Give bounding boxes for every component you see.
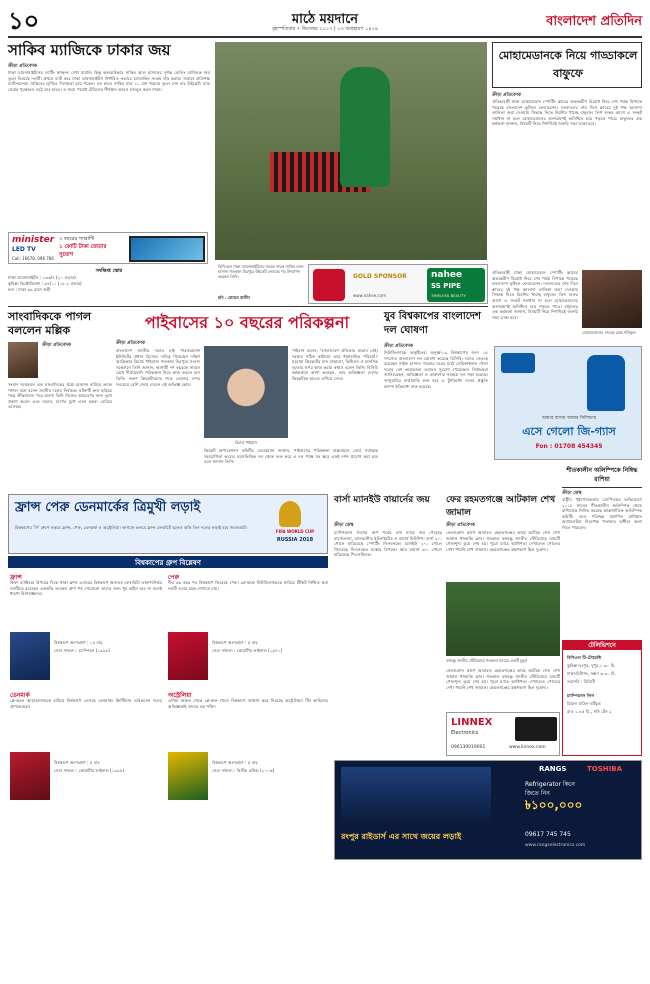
linnex-sub: Electronics (451, 730, 479, 736)
team-stat-peru-1: বিশ্বকাপে অংশগ্রহণ : ৫ বার (212, 640, 258, 645)
score-result: ফল : ঢাকা ৩৯ রানে জয়ী (8, 287, 51, 292)
team-name-australia: অস্ট্রেলিয়া (168, 692, 192, 699)
group-title: বিশ্বকাপের গ্রুপ বিশ্লেষণ (135, 559, 201, 567)
minister-photo (8, 342, 38, 378)
gold-sponsor-label: GOLD SPONSOR (353, 273, 407, 280)
nahee-sub: SS PIPE (431, 282, 461, 290)
tv-item-2: কুমিল্লা-রংপুর, দুপুর ১.৩০ মি. (567, 663, 616, 668)
olympic-body: রাষ্ট্রীয় পৃষ্ঠপোষকতায় ডোপিংয়ের অভিযোগে ২০১৮ সালের শীতকালীন অলিম্পিক থেকে রাশিয়াকে নিষিদ্ধ করেছে আন্তর্জাতিক অলিম্পিক কমিটি। তবে পরিচ্ছন্ন প্রমাণিত রাশিয়ান অ্যাথলেটরা নিরপেক্ষ পতাকার অধীনে অংশ নিতে পারবেন। (562, 497, 642, 530)
dhaka-body: ঢাকা ডায়নামাইটসের ব্যাটিং স্বাচ্ছন্দ্য দেখা যায়নি। কিন্তু অলরাউন্ডার সাকিব আল হাসানের দুর্দান্ত বোলিং ম্যাজিকে জয় তুলে নিয়েছে দলটি। প্রথমে ব্যাট করে ঢাকা ডায়নামাইটস নির্ধারিত ওভারে চ্যালেঞ্জিং সংগ্রহ দাঁড় করায়। জবাবে প্রতিপক্ষ ব্যাটসম্যানরা সাকিবের ঘূর্ণিতে দিশেহারা হয়ে পড়েন। বল হাতে সাকিব মাত্র ১১ রান খরচায় তুলে নেন চার উইকেট। ম্যাচ সেরার পুরস্কারও ওঠে তার হাতে। এ জয়ে পয়েন্ট টেবিলের শীর্ষস্থান আরও মজবুত করল ঢাকা। (8, 70, 210, 92)
worldcup-trophy-icon (279, 501, 301, 527)
team-photo-australia (168, 752, 208, 800)
score-line-2: কুমিল্লা ভিক্টোরিয়ান্স : ৯৪/১০ (১৮.২ ওভার) (8, 281, 82, 286)
mohammedan-headline-box (492, 42, 642, 88)
rangs-ad[interactable] (334, 760, 642, 860)
ggas-cylinder (587, 355, 625, 411)
mohammedan-byline: ক্রীড়া প্রতিবেদক (492, 93, 521, 98)
tv-item-4: সরাসরি : বিডিটি (567, 679, 595, 684)
tv-item-5: চ্যাম্পিয়নস লিগ (567, 693, 594, 698)
pybus-photo (204, 346, 288, 438)
team-name-france: ফ্রান্স (10, 574, 22, 581)
barca-headline: বার্সা ম্যানইউ বায়ার্নের জয় (334, 495, 430, 505)
youth-wc-byline: ক্রীড়া প্রতিবেদক (384, 344, 413, 349)
sakib-photo (215, 42, 487, 260)
scoreboard (8, 268, 210, 298)
tv-schedule (562, 640, 642, 756)
ggas-headline: এসে গেলো জি-গ্যাস (522, 425, 616, 438)
worldcup-section (8, 494, 328, 554)
nahee-brand: nahee (431, 270, 463, 280)
group-title-bar (8, 556, 328, 568)
olympic-headline: শীতকালীন অলিম্পিকে নিষিদ্ধ রাশিয়া (566, 467, 638, 483)
section-title: মাঠে ময়দানে (291, 12, 359, 27)
youth-wc-headline: যুব বিশ্বকাপের বাংলাদেশ দল ঘোষণা (384, 311, 481, 336)
rangs-logo: RANGS (539, 765, 567, 773)
main-col2: পাইবাস বলেন, 'বাংলাদেশে প্রতিভার অভাব নেই। দরকার সঠিক কাঠামো আর ধারাবাহিক পরিচর্যা।' ঘরোয়া ক্রিকেটের মান বাড়ানো, ফিটনেস ও মানসিক দৃঢ়তার ওপর কাজ করার কথাও বলেন তিনি। বিসিবি কর্মকর্তারা আশা করছেন, তার অভিজ্ঞতা দেশের ক্রিকেটকে আরও এগিয়ে নেবে। (292, 348, 378, 381)
rangs-amount: ৳১০০,০০০ (525, 798, 583, 812)
worldcup-headline: ফ্রান্স পেরু ডেনমার্কের ত্রিমুখী লড়াই (15, 500, 201, 515)
team-stat-france-2: সেরা সাফল্য : চ্যাম্পিয়ন (১৯৯৮) (54, 648, 110, 653)
team-body-france: ফিফা র‍্যাঙ্কিংয়ে উপরের দিকে থাকা ফ্রান্স এবারের বিশ্বকাপে অন্যতম ফেবারিট। তারুণ্যনির্ভর দলটিতে রয়েছেন একঝাঁক তারকা। গ্রুপ পর্ব পেরোনো তাদের জন্য খুব কঠিন হবে না বলেই ধারণা বিশেষজ্ঞদের। (10, 580, 162, 597)
ggas-phone: Fon : 01708 454345 (535, 443, 603, 450)
team-name-denmark: ডেনমার্ক (10, 692, 30, 699)
mohammedan-body: ঐতিহ্যবাহী ঢাকা মোহামেডান স্পোর্টিং ক্লাবের অভ্যন্তরীণ বিরোধ নিয়ে শেষ পর্যন্ত বিপাকে পড়েছে বাংলাদেশ ফুটবল ফেডারেশন। দলবদলের শেষ দিনে ক্লাবের দুই পক্ষ আলাদা তালিকা জমা দেওয়ায় সিদ্ধান্ত নিতে হিমশিম খাচ্ছে বাফুফে। লিগ শুরুর আগে এ সংকট সমাধান না হলে মোহামেডানের অংশগ্রহণই অনিশ্চিত হয়ে পড়তে পারে। বাফুফের এক কর্মকর্তা জানান, বিষয়টি নিয়ে শিগগিরই জরুরি সভা ডাকা হবে। (492, 99, 642, 127)
worldcup-intro: বিশ্বকাপের 'সি' গ্রুপে লড়বে ফ্রান্স, পেরু, ডেনমার্ক ও অস্ট্রেলিয়া। কাগজে কলমে ফ্রান্স ফেবারিট হলেও বাকি তিন দলের লড়াই হবে জমজমাট। (15, 525, 248, 530)
team-body-peru: দীর্ঘ ৩৬ বছর পর বিশ্বকাপে ফিরেছে পেরু। প্লে-অফে নিউজিল্যান্ডকে হারিয়ে টিকিট নিশ্চিত করা দলটি এবার চমক দেখাতে চায়। (168, 580, 328, 591)
linnex-ad[interactable] (446, 712, 560, 756)
sheikh-jamal-byline: ক্রীড়া প্রতিবেদক (446, 523, 475, 528)
mohammedan-headline: মোহামেডানকে নিয়ে গাড্ডাকলে বাফুফে (498, 49, 638, 80)
team-body-australia: এশিয়া অঞ্চল থেকে প্লে-অফ খেলে বিশ্বকাপে জায়গা করে নিয়েছে অস্ট্রেলিয়া। টিম কাহিলের অভিজ্ঞতাই তাদের বড় শক্তি। (168, 698, 328, 709)
linnex-tv-image (515, 717, 557, 741)
youth-wc-body: নিউজিল্যান্ডে অনুষ্ঠিতব্য অনূর্ধ্ব-১৯ বিশ্বকাপের জন্য ১৫ সদস্যের বাংলাদেশ দল ঘোষণা করেছে বিসিবি। দলের নেতৃত্বে রয়েছেন সাইফ হাসান। গতবার ঘরের মাঠে সেমিফাইনাল খেলা দলের বেশ কয়েকজন এবারও সুযোগ পেয়েছেন। নির্বাচকরা জানিয়েছেন, অভিজ্ঞতা ও তারুণ্যের সমন্বয়ে দল গড়া হয়েছে। জানুয়ারির মাঝামাঝি শুরু হবে এ টুর্নামেন্ট। দলের প্রস্তুতি ক্যাম্প ইতিমধ্যে শুরু হয়েছে। (384, 350, 488, 389)
rangs-tagline: রংপুর রাইডার্স এর সাথে জয়ের লড়াই (341, 832, 462, 841)
ggas-logo (501, 353, 535, 373)
main-headline: পাইবাসের ১০ বছরের পরিকল্পনা (144, 313, 350, 332)
tv-schedule-title: টেলিভিশনে (563, 641, 641, 650)
sheikh-jamal-photo (446, 582, 560, 656)
ggas-subline: আমার বাসায় আমার সিলিন্ডার (541, 416, 597, 421)
main-col1: বাংলাদেশ জাতীয় দলের হাই পারফরম্যান্স ইউনিটের প্রধান হিসেবে দায়িত্ব নিয়েছেন দক্ষিণ আফ্রিকার রিচার্ড পাইবাস। গতকাল মিরপুরে সংবাদ সম্মেলনে তিনি জানান, আগামী দশ বছরকে সামনে রেখে দীর্ঘমেয়াদি পরিকল্পনা নিয়ে কাজ করতে চান তিনি। তরুণ ক্রিকেটারদের গড়ে তোলার ওপর সবচেয়ে বেশি জোর দেবেন এই অভিজ্ঞ কোচ। (116, 348, 200, 387)
toshiba-logo: TOSHIBA (587, 765, 622, 773)
minister-product: LED TV (12, 246, 36, 253)
team-stat-france-1: বিশ্বকাপে অংশগ্রহণ : ১৪ বার (54, 640, 103, 645)
team-stat-australia-2: সেরা সাফল্য : দ্বিতীয় রাউন্ড (২০০৬) (212, 768, 275, 773)
team-stat-denmark-1: বিশ্বকাপে অংশগ্রহণ : ৫ বার (54, 760, 100, 765)
dhaka-byline: ক্রীড়া প্রতিবেদক (8, 64, 37, 69)
linnex-brand: LINNEX (451, 717, 493, 728)
rangs-phone: 09617 745 745 (525, 831, 571, 838)
mohammedan-photo-caption: মোহামেডানের সাবেক কোচ শফিকুল (582, 330, 636, 335)
nahee-tagline: TIMELESS BEAUTY (431, 293, 466, 298)
main-col3: ক্রিকেট অপারেশনস কমিটির চেয়ারম্যান জানান, পাইবাসের পরিকল্পনা বাস্তবায়নে বোর্ড সর্বাত্মক সহযোগিতা করবে। বয়সভিত্তিক দল থেকে শুরু করে এ দল পর্যন্ত সব স্তরে একই দর্শন প্রয়োগ করা হবে বলে জানান তিনি। (204, 448, 378, 465)
page-number: ১০ (8, 7, 40, 35)
scoreboard-title: সংক্ষিপ্ত স্কোর (95, 268, 123, 274)
bpl-url: www.nahee.com (353, 293, 386, 298)
ggas-ad[interactable] (494, 346, 642, 460)
team-photo-peru (168, 632, 208, 680)
sheikh-jamal-body: ফেডারেশন কাপে আবারও রহমতগঞ্জের কাছে আটকে গেল শেখ জামাল ধানমন্ডি ক্লাব। গতকাল বঙ্গবন্ধু জাতীয় স্টেডিয়ামে ম্যাচটি গোলশূন্য ড্রয়ে শেষ হয়। পুরো ম্যাচে আধিপত্য দেখালেও গোলের দেখা পায়নি শেখ জামাল। রহমতগঞ্জের রক্ষণভাগ ছিল দুর্ভেদ্য। (446, 530, 560, 552)
player-figure (340, 67, 390, 187)
tv-item-6: রিয়াল মাদ্রিদ-ডর্টমুন্ড (567, 701, 601, 706)
sakib-photo-credit: ছবি : রোহেত রাজীব (218, 295, 250, 300)
team-stat-denmark-2: সেরা সাফল্য : কোয়ার্টার ফাইনাল (১৯৯৮) (54, 768, 125, 773)
main-byline: ক্রীড়া প্রতিবেদক (116, 341, 145, 346)
paper-name: বাংলাদেশ প্রতিদিন (546, 14, 642, 29)
team-body-denmark: প্লে-অফে আয়ারল্যান্ডকে হারিয়ে বিশ্বকাপে এসেছে ডেনমার্ক। ক্রিস্টিয়ান এরিকসেন দলের প্রাণভোমরা। (10, 698, 162, 709)
minister-tagline: ১ কোটি টাকা জেতার সুযোগ (59, 244, 107, 258)
sheikh-jamal-caption: বঙ্গবন্ধু জাতীয় স্টেডিয়ামে গতকাল ম্যাচের একটি মুহূর্ত (446, 658, 528, 663)
mohammedan-body-cont: ঐতিহ্যবাহী ঢাকা মোহামেডান স্পোর্টিং ক্লাবের অভ্যন্তরীণ বিরোধ নিয়ে শেষ পর্যন্ত বিপাকে পড়েছে বাংলাদেশ ফুটবল ফেডারেশন। দলবদলের শেষ দিনে ক্লাবের দুই পক্ষ আলাদা তালিকা জমা দেওয়ায় সিদ্ধান্ত নিতে হিমশিম খাচ্ছে বাফুফে। লিগ শুরুর আগে এ সংকট সমাধান না হলে মোহামেডানের অংশগ্রহণই অনিশ্চিত হয়ে পড়তে পারে। বাফুফের এক কর্মকর্তা জানান, বিষয়টি নিয়ে শিগগিরই জরুরি সভা ডাকা হবে। (492, 270, 578, 320)
masthead-rule (8, 36, 642, 38)
team-stat-peru-2: সেরা সাফল্য : কোয়ার্টার ফাইনাল (১৯৭০) (212, 648, 283, 653)
barca-byline: ক্রীড়া ডেস্ক (334, 523, 354, 528)
linnex-phone: 096130019001 (451, 745, 486, 750)
minister-ad[interactable] (8, 232, 208, 264)
olympic-byline: ক্রীড়া ডেস্ক (562, 491, 582, 496)
tv-item-3: ঢাকা-চিটাগং, সন্ধ্যা ৬.৩০ মি. (567, 671, 616, 676)
team-stat-australia-1: বিশ্বকাপে অংশগ্রহণ : ৫ বার (212, 760, 258, 765)
worldcup-logo-text: FIFA WORLD CUP (275, 529, 315, 534)
worldcup-logo-year: RUSSIA 2018 (276, 537, 314, 543)
sheikh-jamal-headline: ফের রহমতগঞ্জে আটকাল শেখ জামাল (446, 495, 556, 518)
tv-item-1: বিপিএল টি-টোয়েন্টি (567, 655, 602, 660)
minister-body: সংবাদ সম্মেলনে এক সাংবাদিকের প্রশ্নে মেজাজ হারিয়ে তাকে পাগল বলে বসেন জাতীয় দলের নির্বাচক। ঘটনাটি দ্রুত ছড়িয়ে পড়ে ক্রীড়াঙ্গনে। পরে অবশ্য তিনি নিজের আচরণের জন্য দুঃখ প্রকাশ করেন এবং বলেন, চাপের মুখে এমন মন্তব্য বেরিয়ে এসেছে। (8, 382, 112, 410)
minister-byline: ক্রীড়া প্রতিবেদক (42, 343, 71, 348)
olympic-headline-box (562, 466, 642, 488)
masthead (8, 8, 642, 36)
mid-rule (8, 306, 488, 307)
tv-item-7: রাত ১.৪৫ মি., সনি টেন ২ (567, 709, 612, 714)
score-line-1: ঢাকা ডায়নামাইটস : ১৩৩/৭ (২০ ওভার) (8, 275, 76, 280)
bpl-sponsor-ad[interactable] (308, 264, 488, 304)
minister-logo: minister (12, 235, 55, 245)
rangs-url: www.rangselectronics.com (525, 843, 586, 848)
barca-body: চ্যাম্পিয়নস লিগের গ্রুপ পর্বের শেষ ম্যাচে জয় পেয়েছে বার্সেলোনা, ম্যানচেস্টার ইউনাইটেড ও বায়ার্ন মিউনিখ। বার্সা ২-০ গোলে হারিয়েছে স্পোর্টিং লিসবনকে। ম্যানইউ ২-১ গোলে জিতেছে সিএসকেএ মস্কোর বিপক্ষে। আর বায়ার্ন ৩-১ গোলে হারিয়েছে পিএসজিকে। (334, 530, 442, 558)
minister-phone: Call: 16678, 096 786 (12, 256, 54, 261)
sheikh-jamal-body-cont: ফেডারেশন কাপে আবারও রহমতগঞ্জের কাছে আটকে গেল শেখ জামাল ধানমন্ডি ক্লাব। গতকাল বঙ্গবন্ধু জাতীয় স্টেডিয়ামে ম্যাচটি গোলশূন্য ড্রয়ে শেষ হয়। পুরো ম্যাচে আধিপত্য দেখালেও গোলের দেখা পায়নি শেখ জামাল। রহমতগঞ্জের রক্ষণভাগ ছিল দুর্ভেদ্য। (446, 668, 560, 690)
sakib-photo-caption: বিপিএলে ঢাকা ডায়নামাইটসের জয়ের নায়ক সাকিব আল হাসান। গতকাল মিরপুরে উইকেট নেওয়ার পর উদযাপন করছেন তিনি। (218, 264, 304, 279)
minister-offer: ৩ বছরের গ্যারান্টি (59, 236, 95, 242)
issue-date: বৃহস্পতিবার ৭ ডিসেম্বর ২০১৭ | ২৩ অগ্রহায়ণ ১৪২৪ (271, 26, 379, 32)
bpl-logo (313, 269, 345, 301)
rangs-offer: জিতে নিন (525, 790, 550, 797)
mohammedan-photo (582, 270, 642, 328)
minister-headline: সাংবাদিককে পাগল বললেন মল্লিক (8, 310, 92, 337)
rangs-team-photo (341, 767, 491, 825)
team-photo-france (10, 632, 50, 680)
team-photo-denmark (10, 752, 50, 800)
rangs-product: Refrigerator কিনে (525, 781, 575, 788)
linnex-url: www.linnex.com (509, 745, 546, 750)
team-name-peru: পেরু (168, 574, 180, 581)
pybus-caption: রিচার্ড পাইবাস (235, 440, 257, 445)
dhaka-headline: সাকিব ম্যাজিকে ঢাকার জয় (8, 41, 171, 59)
minister-tv-image (129, 236, 205, 262)
